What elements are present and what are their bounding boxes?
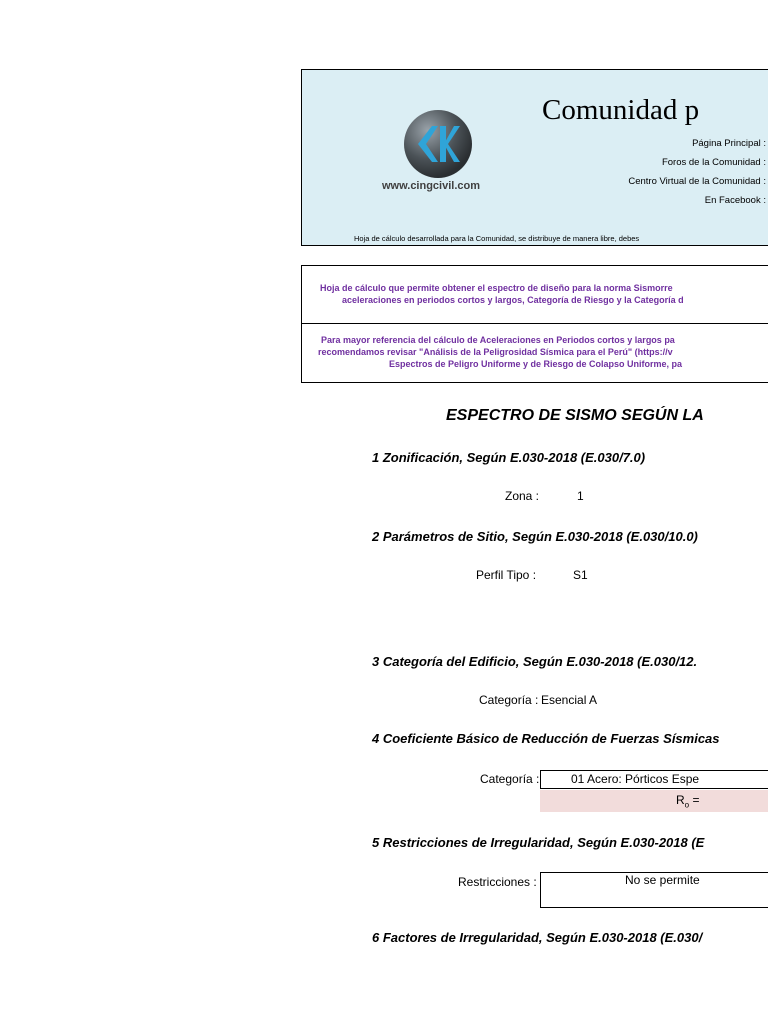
info-line: aceleraciones en periodos cortos y largos, Categoría de Riesgo y la Categoría d [342,295,684,305]
restricciones-box [540,872,768,908]
categoria-label: Categoría : [479,693,539,707]
section-6-title: 6 Factores de Irregularidad, Según E.030-2018 (E.030/ [372,930,703,945]
restricciones-label: Restricciones : [458,875,537,889]
info-line: recomendamos revisar "Análisis de la Peligrosidad Sísmica para el Perú" (https://v [318,347,673,357]
header-footnote: Hoja de cálculo desarrollada para la Comunidad, se distribuye de manera libre, debes [354,234,640,243]
link-foros[interactable]: Foros de la Comunidad : [661,157,766,168]
zona-value[interactable]: 1 [577,489,584,503]
cingcivil-logo-icon [402,108,474,180]
section-1-title: 1 Zonificación, Según E.030-2018 (E.030/7.0) [372,450,646,465]
categoria-value[interactable]: Esencial A [541,693,598,707]
link-facebook[interactable]: En Facebook : [704,195,766,206]
info-line: Espectros de Peligro Uniforme y de Riesgo de Colapso Uniforme, pa [389,359,683,369]
info-box-description [301,265,768,324]
section-5-title: 5 Restricciones de Irregularidad, Según E.030-2018 (E [372,835,705,850]
sistema-estructural-select[interactable]: 01 Acero: Pórticos Espe [540,770,768,789]
page-title: ESPECTRO DE SISMO SEGÚN LA [446,407,704,424]
link-pagina-principal[interactable]: Página Principal : [692,138,766,149]
header-banner [301,69,768,246]
link-centro-virtual[interactable]: Centro Virtual de la Comunidad : [628,176,766,187]
section-4-title: 4 Coeficiente Básico de Reducción de Fuerzas Sísmicas [372,731,720,746]
logo-url-text[interactable]: www.cingcivil.com [382,180,481,192]
section-3-title: 3 Categoría del Edificio, Según E.030-2018 (E.030/12. [372,654,698,669]
section-2-title: 2 Parámetros de Sitio, Según E.030-2018 (E.030/10.0) [372,529,698,544]
perfil-value[interactable]: S1 [573,568,588,582]
zona-label: Zona : [505,489,540,503]
restricciones-value: No se permite [625,873,700,887]
ro-row [540,790,768,812]
ro-label: $R_o$ = [676,793,700,810]
info-box-reference [301,323,768,383]
info-line: Para mayor referencia del cálculo de Aceleraciones en Periodos cortos y largos pa [321,335,675,345]
info-line: Hoja de cálculo que permite obtener el espectro de diseño para la norma Sismorre [320,283,673,293]
perfil-label: Perfil Tipo : [476,568,537,582]
header-title: Comunidad p [542,94,700,126]
sistema-label: Categoría : [480,772,540,786]
